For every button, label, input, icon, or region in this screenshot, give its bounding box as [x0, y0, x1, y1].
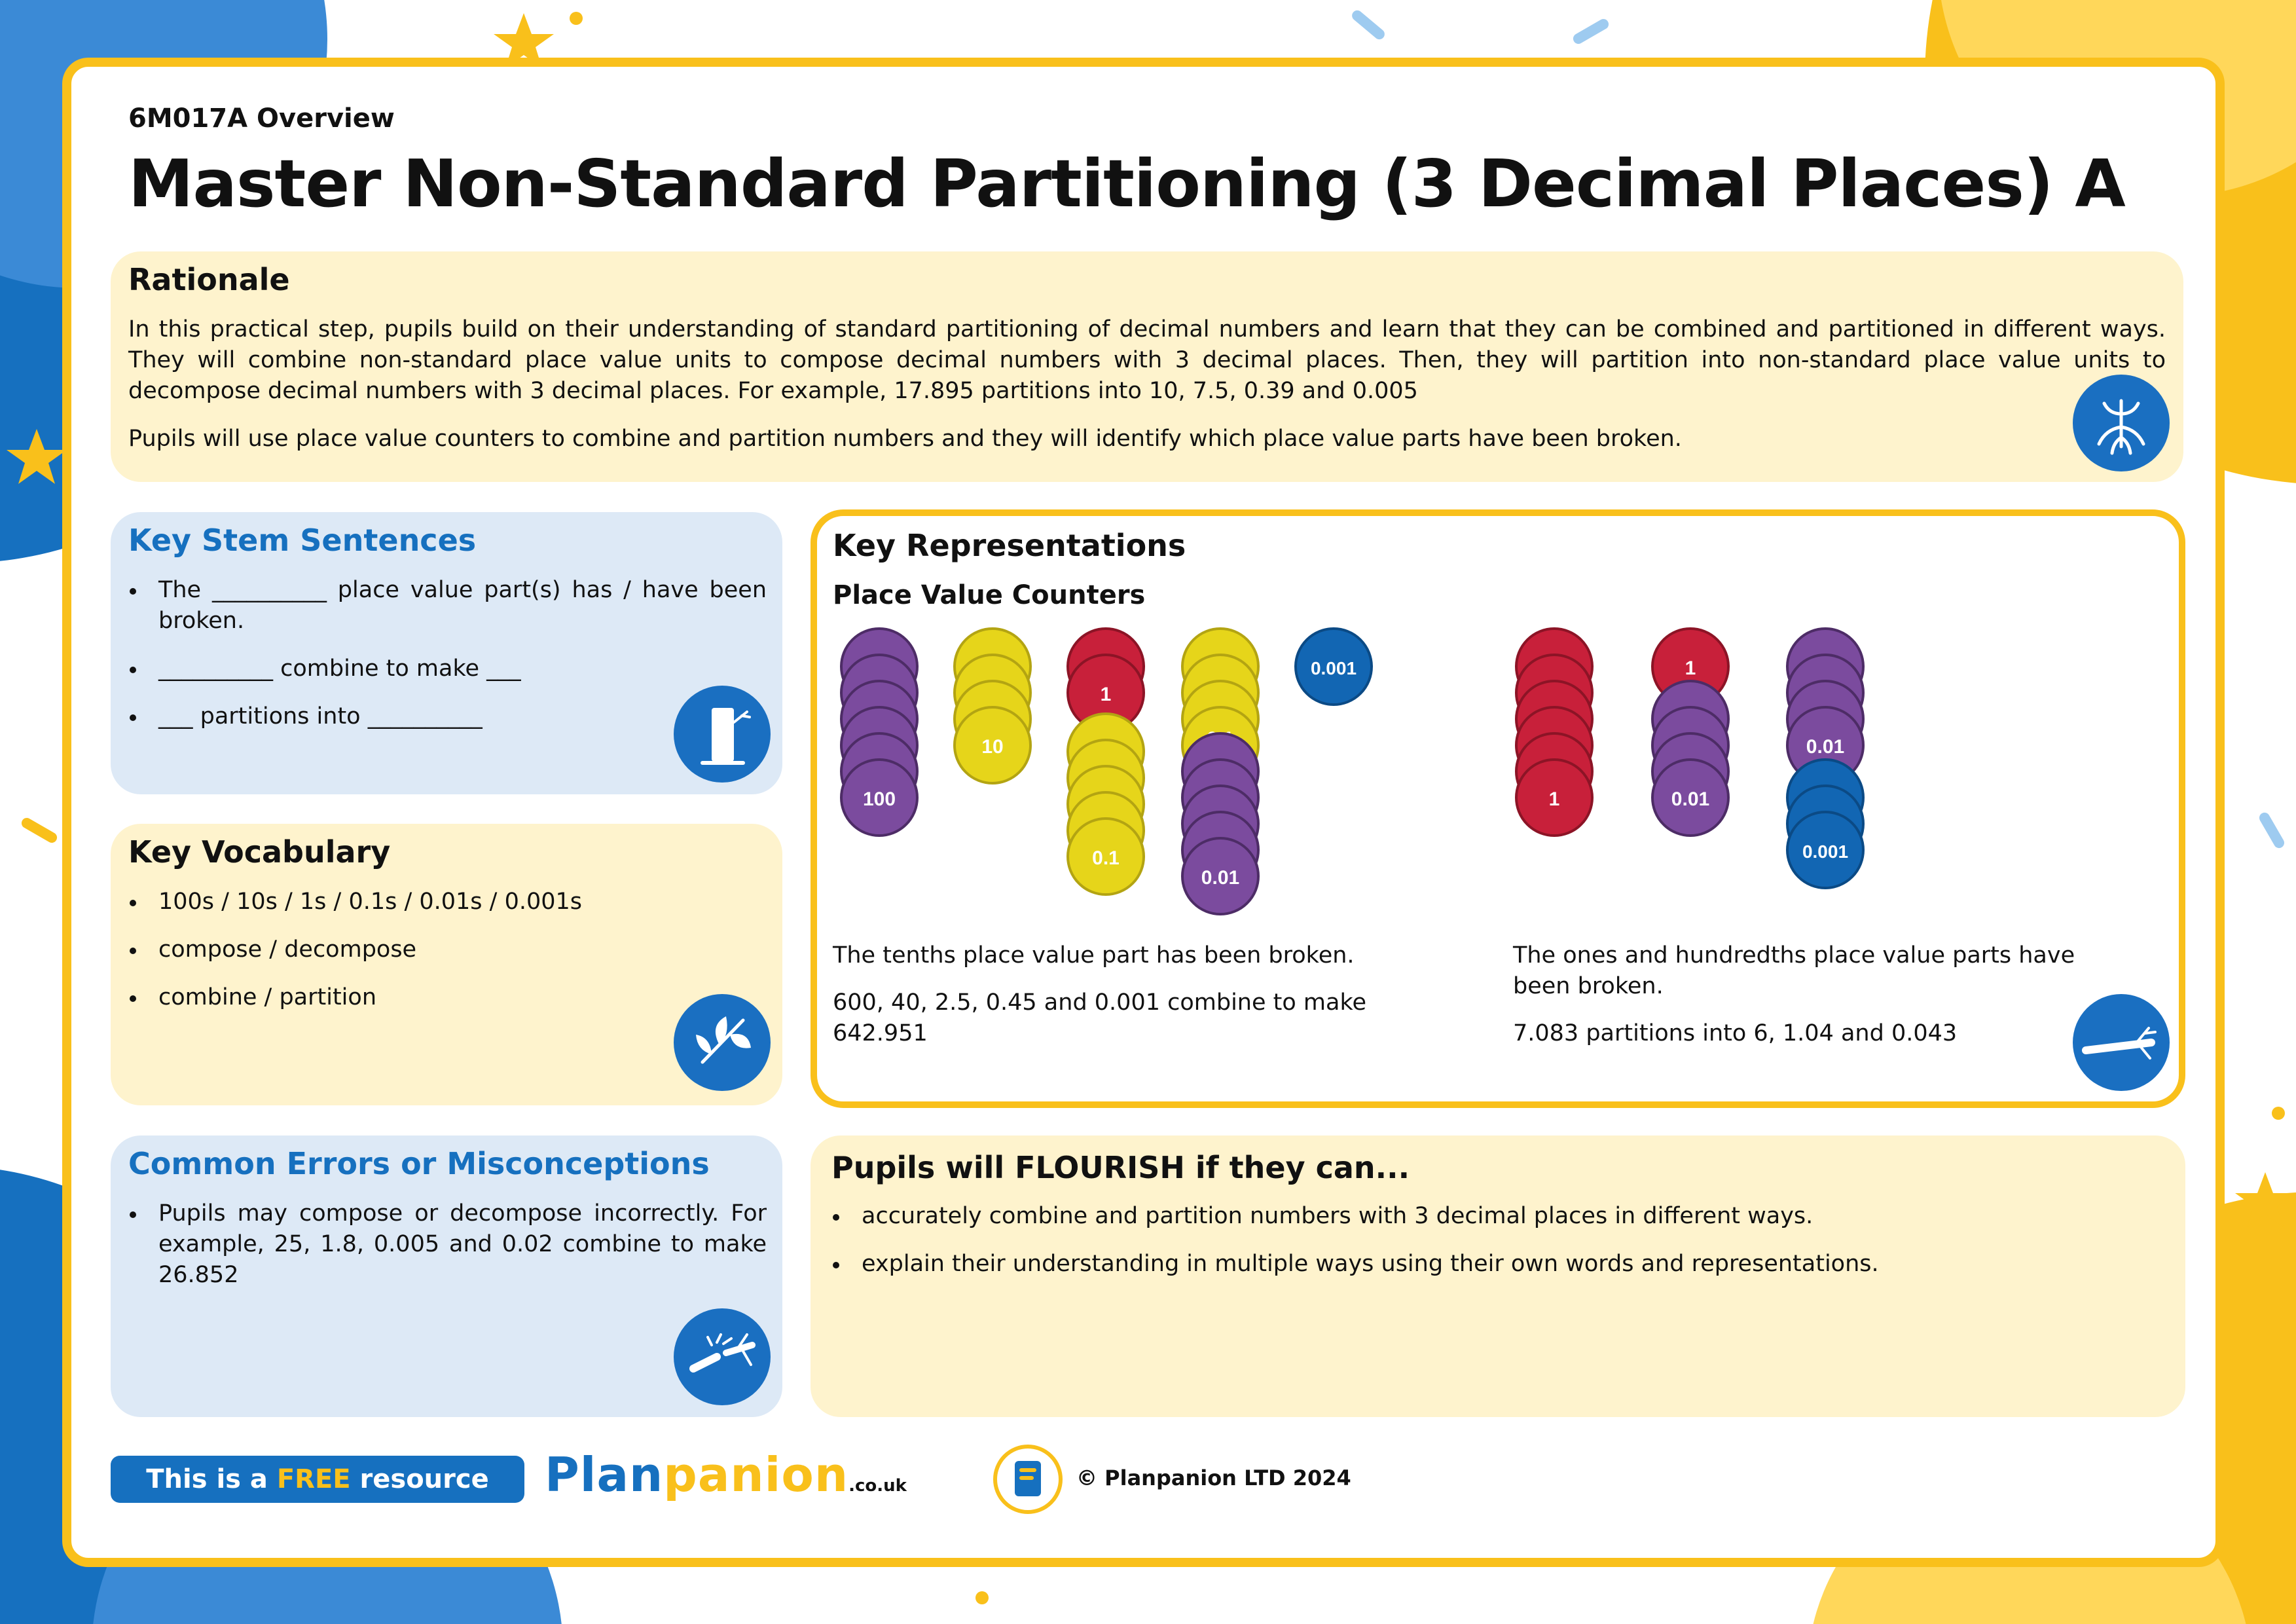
vocabulary-item-2: compose / decompose	[128, 934, 767, 965]
free-suffix: resource from	[282, 1464, 489, 1541]
step-code: 6M017A Overview	[128, 103, 395, 134]
left-caption-combine: 600, 40, 2.5, 0.45 and 0.001 combine to make 642.951	[833, 989, 1366, 1046]
left-ones-label: 1	[1100, 684, 1112, 705]
right-ones-stack-a	[1516, 629, 1592, 836]
flourish-heading: Pupils will FLOURISH if they can...	[831, 1150, 1410, 1185]
logo-panion: panion	[663, 1447, 849, 1502]
representations-heading: Key Representations	[833, 528, 1186, 563]
right-thousandths-label: 0.001	[1802, 841, 1849, 862]
left-thousandths-label: 0.001	[1310, 658, 1357, 678]
representations-subheading: Place Value Counters	[833, 580, 1146, 610]
logo-plan: Plan	[545, 1447, 664, 1502]
left-tenths-label-a: 0.1	[1092, 847, 1120, 869]
right-caption-partition: 7.083 partitions into 6, 1.04 and 0.043	[1513, 1020, 1958, 1046]
right-hundredths-stack-a	[1652, 681, 1728, 836]
free-word: FREE	[276, 1464, 351, 1494]
flourish-item-2: explain their understanding in multiple ways using their own words and representations.	[831, 1249, 2160, 1280]
planpanion-badge-icon	[993, 1444, 1063, 1515]
free-resource-badge	[111, 1456, 524, 1541]
logo-couk: .co.uk	[848, 1476, 907, 1496]
left-tens-label: 10	[981, 736, 1004, 758]
left-thousandths-counter	[1296, 629, 1372, 705]
right-thousandths-stack	[1787, 760, 1863, 888]
right-hundredths-label-b: 0.01	[1806, 736, 1845, 758]
branch-icon	[2073, 994, 2170, 1091]
planpanion-logo[interactable]	[545, 1447, 907, 1502]
error-item-1: Pupils may compose or decompose incorrectly. For example, 25, 1.8, 0.005 and 0.02 combine to make 26.852	[128, 1198, 767, 1291]
left-caption-broken: The tenths place value part has been broken.	[833, 942, 1355, 969]
vocabulary-item-3: combine / partition	[128, 982, 767, 1013]
flourish-list	[831, 1201, 2160, 1297]
vocabulary-heading: Key Vocabulary	[128, 834, 391, 870]
stem-sentence-3: ___ partitions into __________	[128, 701, 767, 732]
stem-sentence-2: __________ combine to make ___	[128, 654, 767, 684]
rationale-heading: Rationale	[128, 262, 290, 297]
left-hundreds-stack	[841, 629, 917, 836]
right-ones-label-b: 1	[1685, 657, 1696, 679]
left-hundredths-stack	[1182, 733, 1258, 914]
copyright: © Planpanion LTD 2024	[1076, 1466, 1351, 1490]
free-prefix: This is a	[146, 1464, 277, 1494]
rationale-paragraph-1: In this practical step, pupils build on their understanding of standard partitioning of decimal numbers and learn that they can be combined and partitioned in different ways. They will combine non-standard place value units to compose decimal numbers with 3 decimal places. Then, they will partition into non-standard place value units to decompose decimal numbers with 3 decimal places. For example, 17.895 partitions into 10, 7.5, 0.39 and 0.005	[128, 316, 2166, 404]
flourish-item-1: accurately combine and partition numbers with 3 decimal places in different ways.	[831, 1201, 2160, 1232]
stem-sentences-heading: Key Stem Sentences	[128, 523, 477, 558]
right-ones-label-a: 1	[1548, 788, 1560, 810]
left-tenths-stack-a	[1068, 714, 1144, 895]
errors-heading: Common Errors or Misconceptions	[128, 1146, 710, 1181]
rationale-paragraph-2: Pupils will use place value counters to combine and partition numbers and they will identify which place value parts have been broken.	[128, 426, 1682, 452]
right-caption-broken: The ones and hundredths place value parts have been broken.	[1513, 942, 2075, 999]
left-hundreds-label: 100	[862, 788, 896, 810]
left-tens-stack	[955, 629, 1030, 783]
stem-sentence-1: The __________ place value part(s) has / have been broken.	[128, 575, 767, 637]
page-title: Master Non-Standard Partitioning (3 Decimal Places) A	[128, 145, 2125, 222]
right-hundredths-label-a: 0.01	[1671, 788, 1710, 810]
vocabulary-item-1: 100s / 10s / 1s / 0.1s / 0.01s / 0.001s	[128, 887, 767, 917]
left-hundredths-label: 0.01	[1201, 867, 1240, 889]
